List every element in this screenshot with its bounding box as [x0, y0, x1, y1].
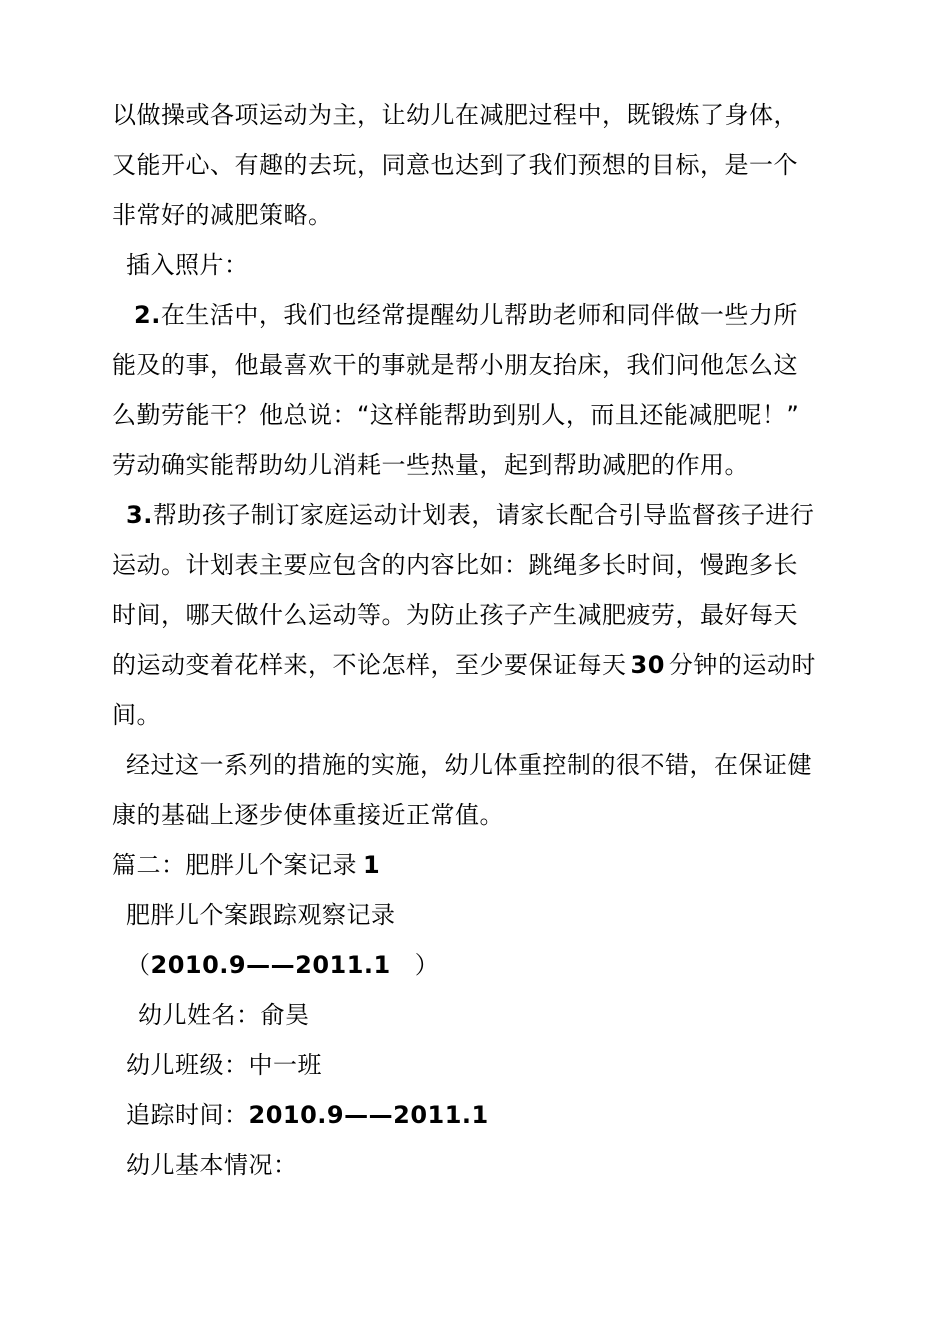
paragraph-line: 间。 [112, 701, 161, 729]
paragraph-line: 时间，哪天做什么运动等。为防止孩子产生减肥疲劳，最好每天 [112, 601, 798, 629]
record-title: 肥胖儿个案跟踪观察记录 [126, 901, 396, 929]
paragraph-line: 能及的事，他最喜欢干的事就是帮小朋友抬床，我们问他怎么这 [112, 351, 798, 379]
paragraph-line: 以做操或各项运动为主，让幼儿在减肥过程中，既锻炼了身体， [112, 101, 798, 129]
list-number: 3. [126, 501, 153, 529]
child-class-field: 幼儿班级：中一班 [126, 1051, 322, 1079]
minutes-value: 30 [630, 651, 665, 679]
section-heading: 篇二：肥胖儿个案记录 1 [112, 851, 381, 879]
child-name-field: 幼儿姓名：俞昊 [138, 1001, 310, 1029]
paragraph-line: 运动。计划表主要应包含的内容比如：跳绳多长时间，慢跑多长 [112, 551, 798, 579]
record-period: （2010.9——2011.1 ） [126, 951, 440, 979]
paragraph-line: 3.帮助孩子制订家庭运动计划表，请家长配合引导监督孩子进行 [126, 501, 815, 529]
paragraph-line: 康的基础上逐步使体重接近正常值。 [112, 801, 504, 829]
paragraph-line: 2.在生活中，我们也经常提醒幼儿帮助老师和同伴做一些力所 [134, 301, 798, 329]
list-number: 2. [134, 301, 161, 329]
basic-info-heading: 幼儿基本情况： [126, 1151, 298, 1179]
paragraph-line: 非常好的减肥策略。 [112, 201, 333, 229]
paragraph-line: 的运动变着花样来，不论怎样，至少要保证每天 30 分钟的运动时 [112, 651, 816, 679]
paragraph-line: 么勤劳能干？他总说：“这样能帮助到别人，而且还能减肥呢！” [112, 401, 800, 429]
paragraph-line: 经过这一系列的措施的实施，幼儿体重控制的很不错，在保证健 [126, 751, 812, 779]
tracking-time-field: 追踪时间：2010.9——2011.1 [126, 1101, 489, 1129]
photo-placeholder-label: 插入照片： [126, 251, 249, 279]
paragraph-line: 又能开心、有趣的去玩，同意也达到了我们预想的目标，是一个 [112, 151, 798, 179]
paragraph-line: 劳动确实能帮助幼儿消耗一些热量，起到帮助减肥的作用。 [112, 451, 749, 479]
